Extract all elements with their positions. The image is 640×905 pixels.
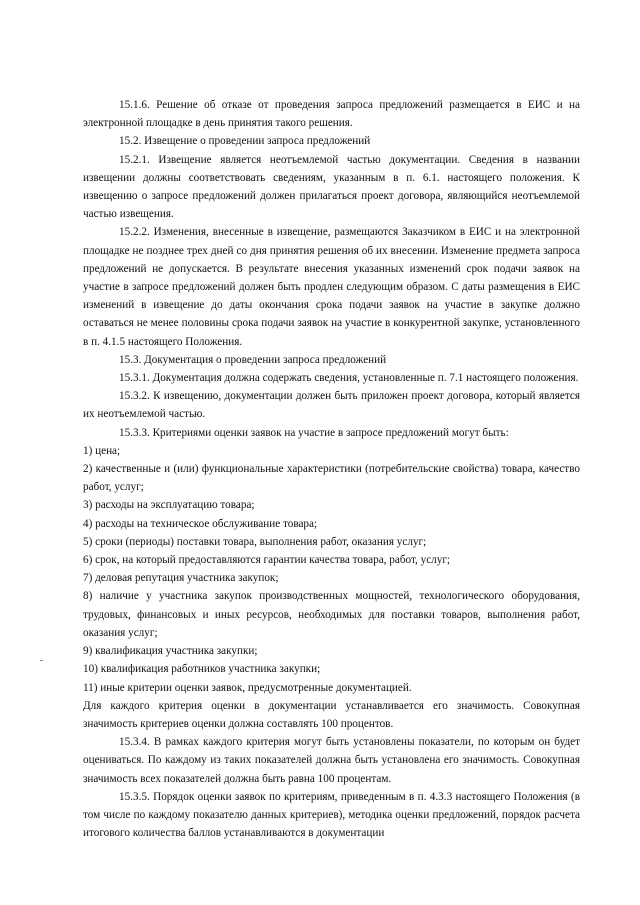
paragraph-15-3-5: 15.3.5. Порядок оценки заявок по критериям, приведенным в п. 4.3.3 настоящего Положения (в том числе по каждому показателю данных критериев), методика оценки предложений, порядок расчета итогового количества баллов устанавливаются в документации — [83, 790, 580, 840]
list-item-4: 4) расходы на техническое обслуживание товара; — [83, 517, 318, 530]
scan-speck — [40, 660, 43, 661]
paragraph-15-2-1: 15.2.1. Извещение является неотъемлемой частью документации. Сведения в названии извещении должны соответствовать сведениям, указанным в п. 6.1. настоящего положения. К извещению о запросе предложений должен прилагаться проект договора, являющийся неотъемлемой частью извещения. — [83, 153, 580, 221]
paragraph-15-3-1: 15.3.1. Документация должна содержать сведения, установленные п. 7.1 настоящего положения. — [119, 372, 579, 385]
paragraph-15-2-2: 15.2.2. Изменения, внесенные в извещение, размещаются Заказчиком в ЕИС и на электронной площадке не позднее трех дней со дня принятия решения об их внесении. Изменение предмета запроса предложений не допускается. В результате внесения указанных изменений срок подачи заявок на участие в запросе предложений должен быть продлен следующим образом. С даты размещения в ЕИС изменений в извещение до даты окончания срока подачи заявок на участие в закупке должно оставаться не менее половины срока подачи заявок на участие в конкурентной закупке, установленного в п. 4.1.5 настоящего Положения. — [83, 226, 580, 348]
paragraph-15-1-6: 15.1.6. Решение об отказе от проведения запроса предложений размещается в ЕИС и на электронной площадке в день принятия такого решения. — [83, 99, 580, 130]
heading-15-2: 15.2. Извещение о проведении запроса предложений — [119, 135, 371, 148]
list-item-10: 10) квалификация работников участника закупки; — [83, 663, 321, 676]
list-item-1: 1) цена; — [83, 444, 121, 457]
list-item-9: 9) квалификация участника закупки; — [83, 645, 258, 658]
list-item-8: 8) наличие у участника закупок производственных мощностей, технологического оборудования, трудовых, финансовых и иных ресурсов, необходимых для поставки товаров, выполнения работ, оказания услуг; — [83, 590, 580, 639]
paragraph-15-3-4: 15.3.4. В рамках каждого критерия могут быть установлены показатели, по которым он будет оцениваться. По каждому из таких показателей должна быть установлена его значимость. Совокупная значимость всех показателей должна быть равна 100 процентам. — [83, 736, 580, 785]
list-item-6: 6) срок, на который предоставляются гарантии качества товара, работ, услуг; — [83, 554, 451, 567]
list-item-2: 2) качественные и (или) функциональные характеристики (потребительские свойства) товара, качество работ, услуг; — [83, 463, 580, 494]
list-item-11: 11) иные критерии оценки заявок, предусмотренные документацией. — [83, 681, 412, 694]
heading-15-3: 15.3. Документация о проведении запроса предложений — [119, 353, 387, 366]
paragraph-criteria-weight: Для каждого критерия оценки в документации устанавливается его значимость. Совокупная значимость критериев оценки должна составлять 100 процентов. — [83, 699, 580, 730]
paragraph-15-3-3: 15.3.3. Критериями оценки заявок на участие в запросе предложений могут быть: — [119, 426, 509, 439]
list-item-3: 3) расходы на эксплуатацию товара; — [83, 499, 255, 512]
list-item-7: 7) деловая репутация участника закупок; — [83, 572, 279, 585]
paragraph-15-3-2: 15.3.2. К извещению, документации должен быть приложен проект договора, который является их неотъемлемой частью. — [83, 390, 580, 421]
list-item-5: 5) сроки (периоды) поставки товара, выполнения работ, оказания услуг; — [83, 535, 427, 548]
